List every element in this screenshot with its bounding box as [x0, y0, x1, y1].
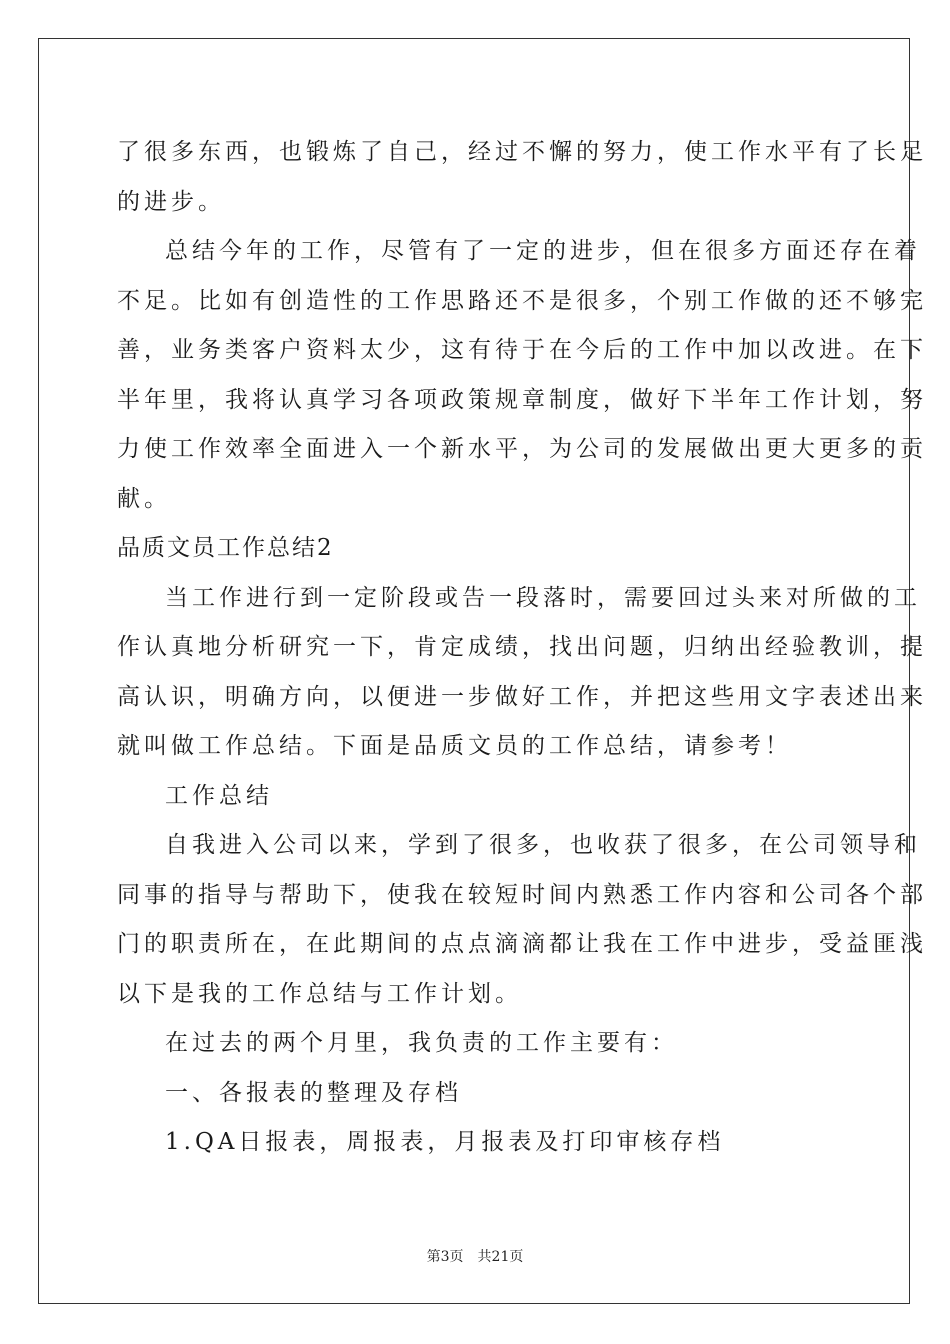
section-heading: 品质文员工作总结2 — [117, 535, 334, 561]
text-line: 善，业务类客户资料太少，这有待于在今后的工作中加以改进。在下 — [117, 337, 927, 363]
text-line: 献。 — [117, 485, 171, 512]
text-line: 半年里，我将认真学习各项政策规章制度，做好下半年工作计划，努 — [117, 386, 927, 413]
text-line: 同事的指导与帮助下，使我在较短时间内熟悉工作内容和公司各个部 — [117, 881, 927, 908]
text-line: 的进步。 — [117, 188, 225, 215]
text-line: 总结今年的工作，尽管有了一定的进步，但在很多方面还存在着 — [165, 238, 921, 264]
page-number: 第3页 共21页 — [426, 1249, 524, 1265]
text-line: 高认识，明确方向，以便进一步做好工作，并把这些用文字表述出来 — [117, 683, 927, 710]
text-line: 力使工作效率全面进入一个新水平，为公司的发展做出更大更多的贡 — [117, 436, 927, 462]
subheading: 工作总结 — [165, 782, 273, 809]
text-line: 当工作进行到一定阶段或告一段落时，需要回过头来对所做的工 — [165, 584, 921, 611]
text-line: 了很多东西，也锻炼了自己，经过不懈的努力，使工作水平有了长足 — [117, 139, 927, 165]
document-body — [117, 128, 927, 1168]
text-line: 以下是我的工作总结与工作计划。 — [117, 980, 522, 1007]
text-line: 自我进入公司以来，学到了很多，也收获了很多，在公司领导和 — [165, 832, 921, 858]
text-line: 不足。比如有创造性的工作思路还不是很多，个别工作做的还不够完 — [117, 287, 927, 314]
text-line: 在过去的两个月里，我负责的工作主要有： — [165, 1030, 678, 1056]
text-line: 作认真地分析研究一下，肯定成绩，找出问题，归纳出经验教训，提 — [117, 634, 927, 660]
text-line: 门的职责所在，在此期间的点点滴滴都让我在工作中进步，受益匪浅 — [117, 931, 927, 957]
list-heading: 一、各报表的整理及存档 — [165, 1079, 462, 1106]
list-item: 1.QA日报表，周报表，月报表及打印审核存档 — [165, 1129, 725, 1155]
text-line: 就叫做工作总结。下面是品质文员的工作总结，请参考！ — [117, 733, 792, 759]
